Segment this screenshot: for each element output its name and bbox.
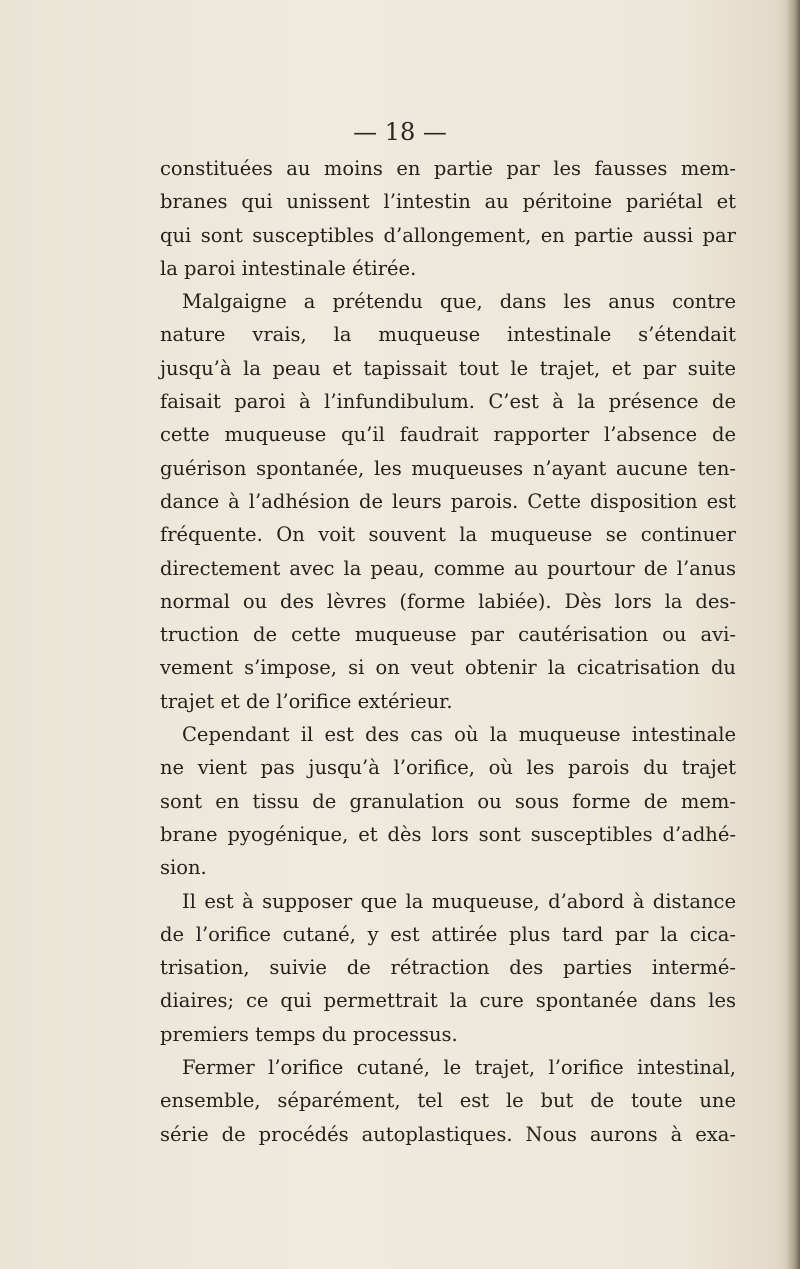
text-line: sont en tissu de granulation ou sous forme de mem- (160, 789, 736, 813)
text-line: fréquente. On voit souvent la muqueuse se continuer (160, 523, 736, 547)
text-line: premiers temps du processus. (160, 1022, 458, 1046)
text-line: Il est à supposer que la muqueuse, d’abord à distance (182, 889, 736, 913)
text-line: Malgaigne a prétendu que, dans les anus contre (182, 290, 736, 314)
text-line: directement avec la peau, comme au pourtour de l’anus (160, 556, 736, 580)
text-line: guérison spontanée, les muqueuses n’ayant aucune ten- (160, 456, 736, 480)
text-line: jusqu’à la peau et tapissait tout le trajet, et par suite (160, 356, 736, 380)
text-line: dance à l’adhésion de leurs parois. Cette disposition est (160, 489, 736, 513)
text-line: sion. (160, 856, 207, 880)
text-line: qui sont susceptibles d’allongement, en partie aussi par (160, 223, 736, 247)
text-line: ensemble, séparément, tel est le but de toute une (160, 1089, 736, 1113)
text-line: la paroi intestinale étirée. (160, 256, 417, 280)
text-line: truction de cette muqueuse par cautérisation ou avi- (160, 623, 736, 647)
text-line: normal ou des lèvres (forme labiée). Dès lors la des- (160, 589, 736, 613)
text-line: constituées au moins en partie par les fausses mem- (160, 157, 736, 180)
body-text (160, 152, 736, 1151)
text-line: nature vrais, la muqueuse intestinale s’étendait (160, 323, 736, 347)
page-number: — 18 — (353, 118, 447, 146)
text-line: Cependant il est des cas où la muqueuse intestinale (182, 723, 736, 747)
text-line: trisation, suivie de rétraction des parties intermé- (160, 956, 736, 980)
text-line: ne vient pas jusqu’à l’orifice, où les parois du trajet (160, 756, 736, 780)
page-spine-shadow (786, 0, 800, 1269)
text-line: de l’orifice cutané, y est attirée plus tard par la cica- (160, 922, 736, 946)
text-line: vement s’impose, si on veut obtenir la cicatrisation du (160, 656, 736, 680)
text-line: trajet et de l’orifice extérieur. (160, 689, 453, 713)
text-line: diaires; ce qui permettrait la cure spontanée dans les (160, 989, 736, 1013)
text-line: cette muqueuse qu’il faudrait rapporter l’absence de (160, 423, 736, 447)
text-line: série de procédés autoplastiques. Nous aurons à exa- (160, 1122, 736, 1146)
text-line: faisait paroi à l’infundibulum. C’est à la présence de (160, 390, 736, 414)
text-line: Fermer l’orifice cutané, le trajet, l’orifice intestinal, (182, 1056, 736, 1080)
text-line: branes qui unissent l’intestin au péritoine pariétal et (160, 190, 736, 214)
text-line: brane pyogénique, et dès lors sont susceptibles d’adhé- (160, 822, 736, 846)
